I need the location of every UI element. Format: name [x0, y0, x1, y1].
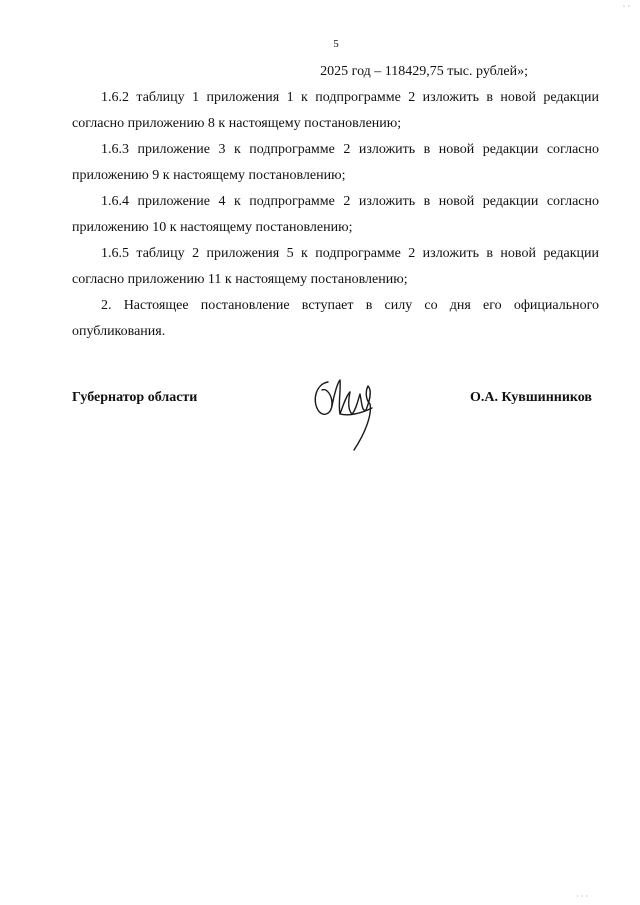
- paragraph-1-6-2: 1.6.2 таблицу 1 приложения 1 к подпрограмме 2 изложить в новой редакции согласно приложению 8 к настоящему постановлению;: [72, 90, 599, 131]
- handwritten-signature: [310, 370, 390, 460]
- signatory-position: Губернатор области: [72, 390, 198, 405]
- signatory-name: О.А. Кувшинников: [469, 390, 592, 405]
- paragraph-1-6-4: 1.6.4 приложение 4 к подпрограмме 2 изложить в новой редакции согласно приложению 10 к настоящему постановлению;: [72, 194, 599, 235]
- paragraph-2: 2. Настоящее постановление вступает в силу со дня его официального опубликования.: [72, 298, 599, 339]
- document-body: [72, 59, 599, 345]
- scan-mark-top: · ·: [622, 2, 630, 11]
- paragraph-1-6-3: 1.6.3 приложение 3 к подпрограмме 2 изложить в новой редакции согласно приложению 9 к настоящему постановлению;: [72, 142, 599, 183]
- paragraph-1-6-5: 1.6.5 таблицу 2 приложения 5 к подпрограмме 2 изложить в новой редакции согласно приложению 11 к настоящему постановлению;: [72, 246, 599, 287]
- scan-mark-bottom: · · ·: [576, 892, 588, 901]
- continuation-line: 2025 год – 118429,75 тыс. рублей»;: [320, 64, 528, 79]
- signature-block: [72, 384, 592, 464]
- page-number: 5: [333, 38, 339, 50]
